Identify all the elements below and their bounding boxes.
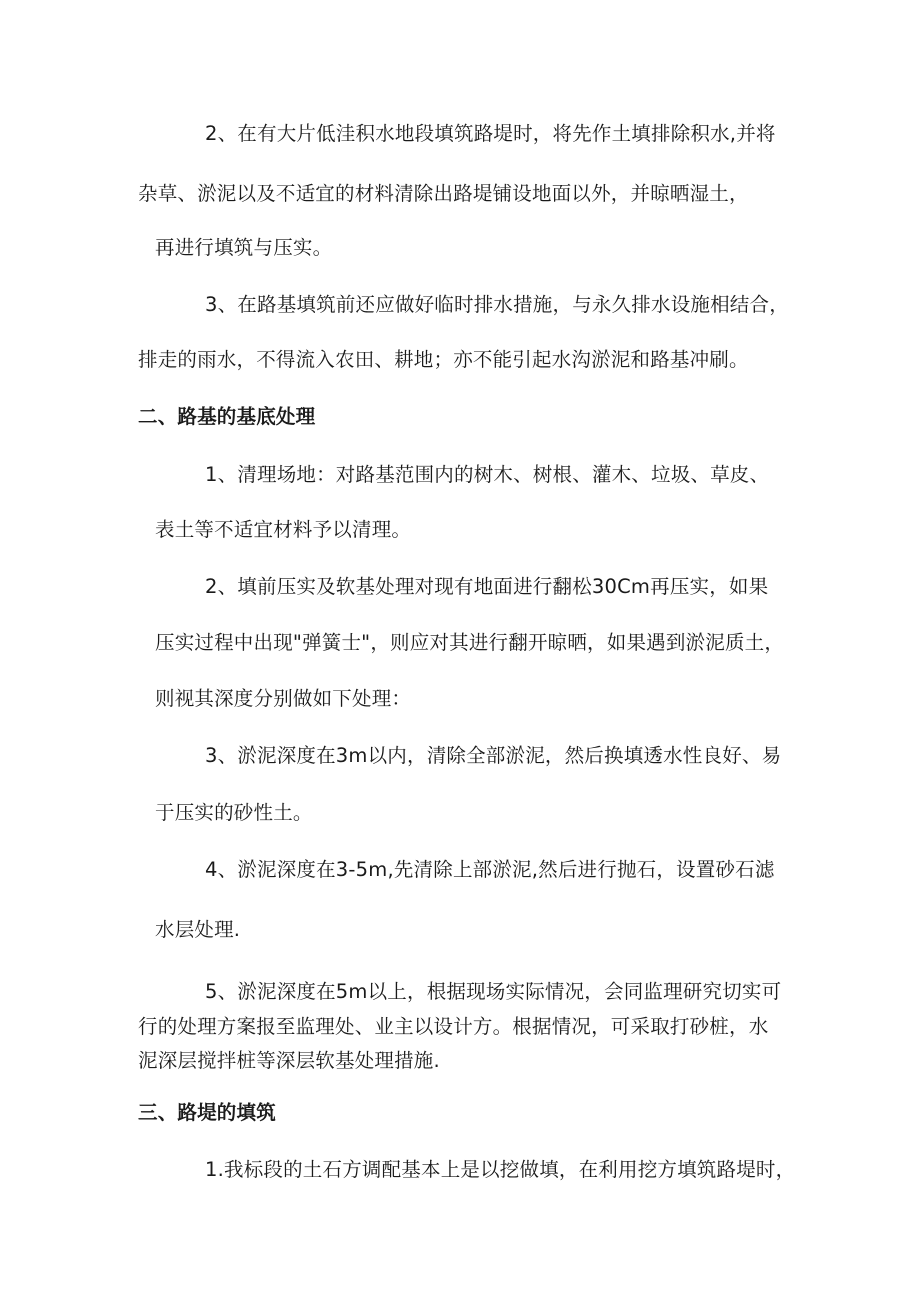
paragraph-line: 1、清理场地：对路基范围内的树木、树根、灌木、垃圾、草皮、 (205, 463, 770, 486)
paragraph-line: 行的处理方案报至监理处、业主以设计方。根据情况，可采取打砂桩，水 (138, 1015, 769, 1038)
paragraph-line: 杂草、淤泥以及不适宜的材料清除出路堤铺设地面以外，并晾晒湿土， (138, 182, 749, 205)
paragraph-line: 3、在路基填筑前还应做好临时排水措施，与永久排水设施相结合， (205, 293, 789, 316)
section-heading: 三、路堤的填筑 (138, 1101, 276, 1124)
paragraph-line: 于压实的砂性土。 (155, 801, 313, 824)
section-heading: 二、路基的基底处理 (138, 405, 316, 428)
paragraph-line: 再进行填筑与压实。 (155, 236, 333, 259)
paragraph-line: 3、淤泥深度在3m以内，清除全部淤泥，然后换填透水性良好、易 (205, 744, 782, 767)
paragraph-line: 5、淤泥深度在5m以上，根据现场实际情况，会同监理研究切实可 (205, 980, 782, 1003)
paragraph-line: 泥深层搅拌桩等深层软基处理措施. (138, 1049, 440, 1072)
paragraph-line: 2、在有大片低洼积水地段填筑路堤时，将先作土填排除积水,并将 (205, 122, 776, 145)
paragraph-line: 表土等不适宜材料予以清理。 (155, 518, 412, 541)
paragraph-line: 则视其深度分别做如下处理： (155, 687, 412, 710)
paragraph-line: 水层处理. (155, 918, 241, 941)
paragraph-line: 1.我标段的土石方调配基本上是以挖做填，在利用挖方填筑路堤时， (205, 1158, 796, 1181)
paragraph-line: 4、淤泥深度在3-5m,先清除上部淤泥,然后进行抛石，设置砂石滤 (205, 858, 775, 881)
paragraph-line: 压实过程中出现"弹簧士"，则应对其进行翻开晾晒，如果遇到淤泥质土， (155, 631, 785, 654)
paragraph-line: 2、填前压实及软基处理对现有地面进行翻松30Cm再压实，如果 (205, 575, 769, 598)
paragraph-line: 排走的雨水，不得流入农田、耕地；亦不能引起水沟淤泥和路基冲刷。 (138, 348, 749, 371)
